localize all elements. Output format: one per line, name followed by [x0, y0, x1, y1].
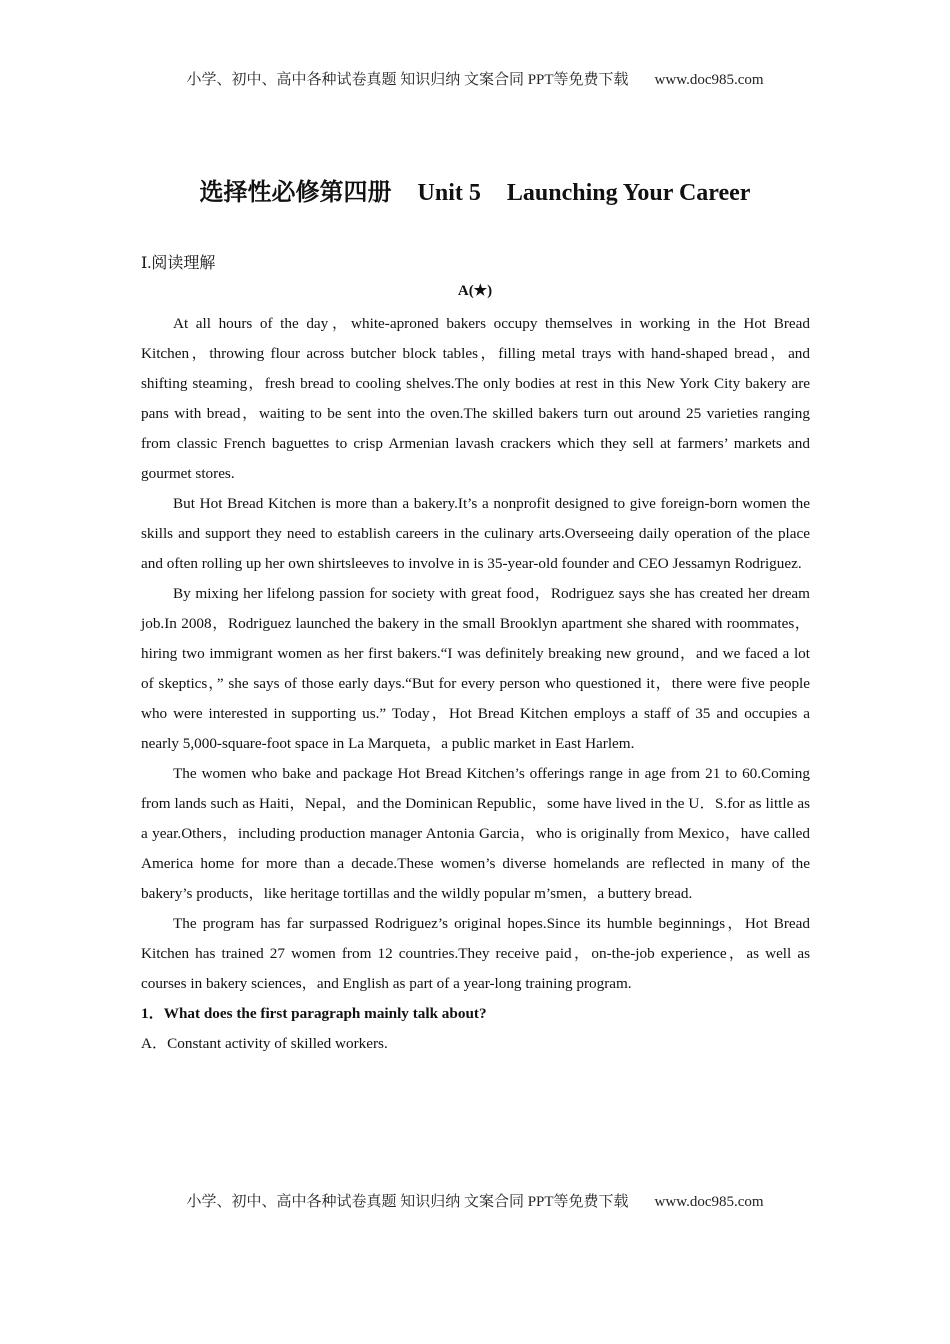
- title-unit: Unit 5: [417, 180, 481, 206]
- page-header: [0, 68, 950, 89]
- footer-text: 小学、初中、高中各种试卷真题 知识归纳 文案合同 PPT等免费下载: [186, 1194, 629, 1210]
- header-site-link[interactable]: www.doc985.com: [654, 72, 764, 88]
- title-book: 选择性必修第四册: [199, 180, 392, 206]
- header-text: 小学、初中、高中各种试卷真题 知识归纳 文案合同 PPT等免费下载: [186, 72, 629, 88]
- paragraph-3: By mixing her lifelong passion for society with great food，Rodriguez says she has created her dream job.In 2008，Rodriguez launched the bakery in the small Brooklyn apartment she shared with roommates，hiring two immigrant women as her first bakers.“I was definitely breaking new ground，and we faced a lot of skeptics，” she says of those early days.“But for every person who questioned it，there were five people who were interested in supporting us.” Today，Hot Bread Kitchen employs a staff of 35 and occupies a nearly 5,000-square-foot space in La Marqueta，a public market in East Harlem.: [141, 585, 810, 752]
- footer-site-link[interactable]: www.doc985.com: [654, 1194, 764, 1210]
- title-topic: Launching Your Career: [506, 180, 751, 206]
- paragraph-5: The program has far surpassed Rodriguez’s original hopes.Since its humble beginnings，Hot Bread Kitchen has trained 27 women from 12 countries.They receive paid，on-the-job experience，as well as courses in bakery sciences，and English as part of a year-long training program.: [141, 915, 810, 992]
- paragraph-2: But Hot Bread Kitchen is more than a bakery.It’s a nonprofit designed to give foreign-born women the skills and support they need to establish careers in the culinary arts.Overseeing daily operation of the place and often rolling up her own shirtsleeves to involve in is 35-year-old founder and CEO Jessamyn Rodriguez.: [141, 495, 810, 572]
- reading-passage: [141, 309, 810, 1059]
- question-1-option-a: A．Constant activity of skilled workers.: [141, 1035, 388, 1052]
- paragraph-4: The women who bake and package Hot Bread Kitchen’s offerings range in age from 21 to 60.Coming from lands such as Haiti，Nepal，and the Dominican Republic，some have lived in the U．S.for as little as a year.Others，including production manager Antonia Garcia，who is originally from Mexico，have called America home for more than a decade.These women’s diverse homelands are reflected in many of the bakery’s products，like heritage tortillas and the wildly popular m’smen，a buttery bread.: [141, 765, 810, 902]
- question-1: 1．What does the first paragraph mainly talk about?: [141, 1005, 487, 1022]
- section-heading: Ⅰ.阅读理解: [141, 255, 216, 272]
- paragraph-1: At all hours of the day，white-aproned bakers occupy themselves in working in the Hot Bread Kitchen，throwing flour across butcher block tables，filling metal trays with hand-shaped bread，and shifting steaming，fresh bread to cooling shelves.The only bodies at rest in this New York City bakery are pans with bread，waiting to be sent into the oven.The skilled bakers turn out around 25 varieties ranging from classic French baguettes to crisp Armenian lavash crackers which they sell at farmers’ markets and gourmet stores.: [141, 315, 810, 482]
- passage-label: A(★): [457, 283, 493, 299]
- document-title: [0, 172, 950, 207]
- page-footer: [0, 1190, 950, 1211]
